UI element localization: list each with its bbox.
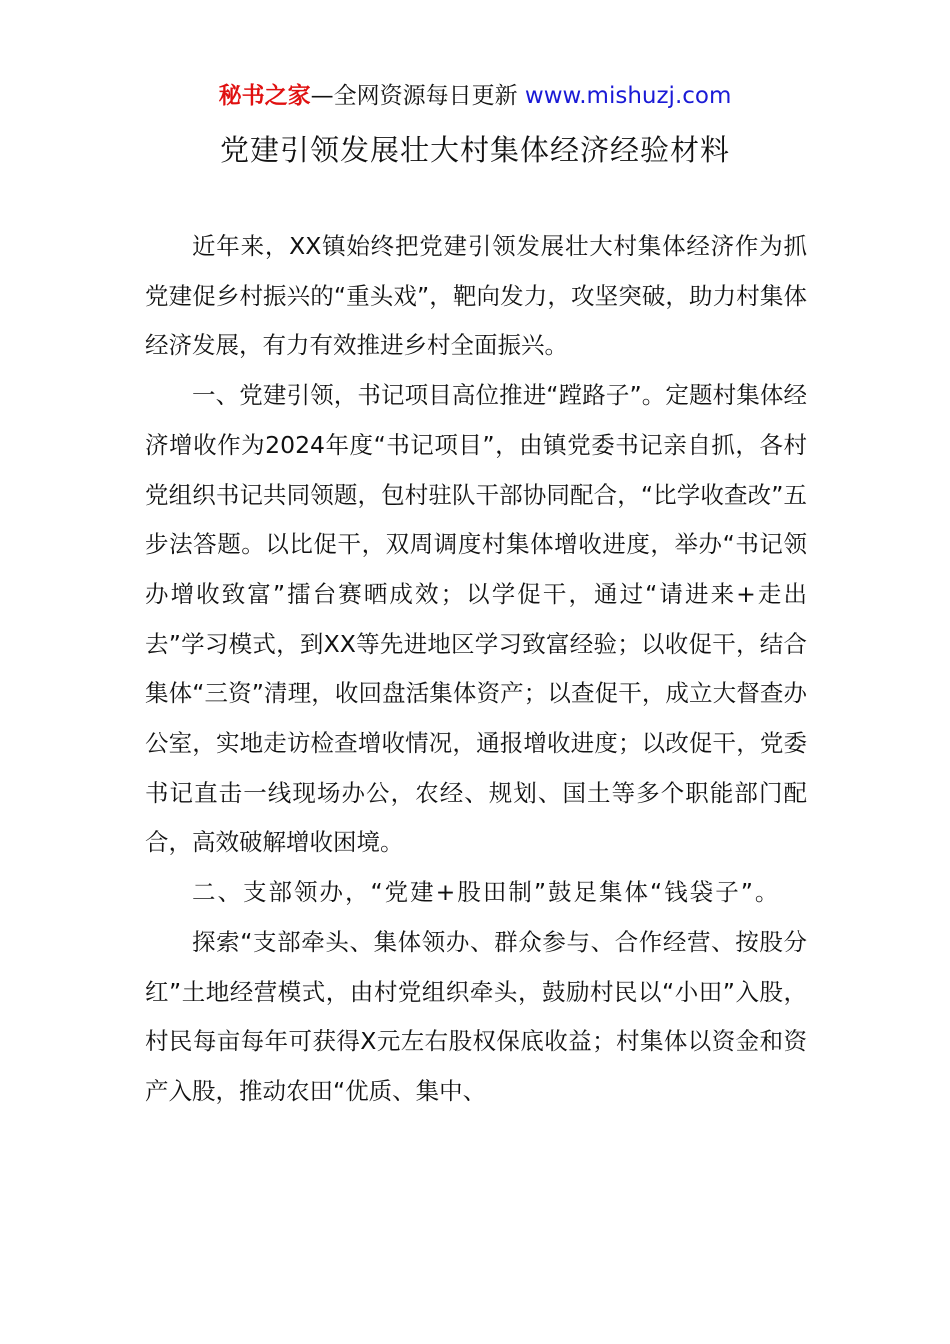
site-header bbox=[0, 80, 950, 112]
header-tagline: —全网资源每日更新 bbox=[310, 83, 525, 109]
site-url-link[interactable]: www.mishuzj.com bbox=[524, 83, 732, 109]
paragraph-section-one: 一、党建引领，书记项目高位推进“蹚路子”。定题村集体经济增收作为2024年度“书记项目”，由镇党委书记亲自抓，各村党组织书记共同领题，包村驻队干部协同配合，“比学收查改”五步法答题。以比促干，双周调度村集体增收进度，举办“书记领办增收致富”擂台赛晒成效；以学促干，通过“请进来+走出去”学习模式，到XX等先进地区学习致富经验；以收促干，结合集体“三资”清理，收回盘活集体资产；以查促干，成立大督查办公室，实地走访检查增收情况，通报增收进度；以改促干，党委书记直击一线现场办公，农经、规划、国土等多个职能部门配合，高效破解增收困境。 bbox=[145, 381, 807, 857]
paragraph-intro: 近年来，XX镇始终把党建引领发展壮大村集体经济作为抓党建促乡村振兴的“重头戏”，靶向发力，攻坚突破，助力村集体经济发展，有力有效推进乡村全面振兴。 bbox=[145, 232, 807, 360]
document-body bbox=[145, 222, 807, 1117]
paragraph-section-two-body: 探索“支部牵头、集体领办、群众参与、合作经营、按股分红”土地经营模式，由村党组织牵头，鼓励村民以“小田”入股，村民每亩每年可获得X元左右股权保底收益；村集体以资金和资产入股，推动农田“优质、集中、 bbox=[145, 927, 807, 1105]
document-title: 党建引领发展壮大村集体经济经验材料 bbox=[219, 133, 730, 167]
paragraph-section-two-heading: 二、支部领办，“党建+股田制”鼓足集体“钱袋子”。 bbox=[192, 878, 781, 907]
brand-name: 秘书之家 bbox=[218, 83, 311, 109]
